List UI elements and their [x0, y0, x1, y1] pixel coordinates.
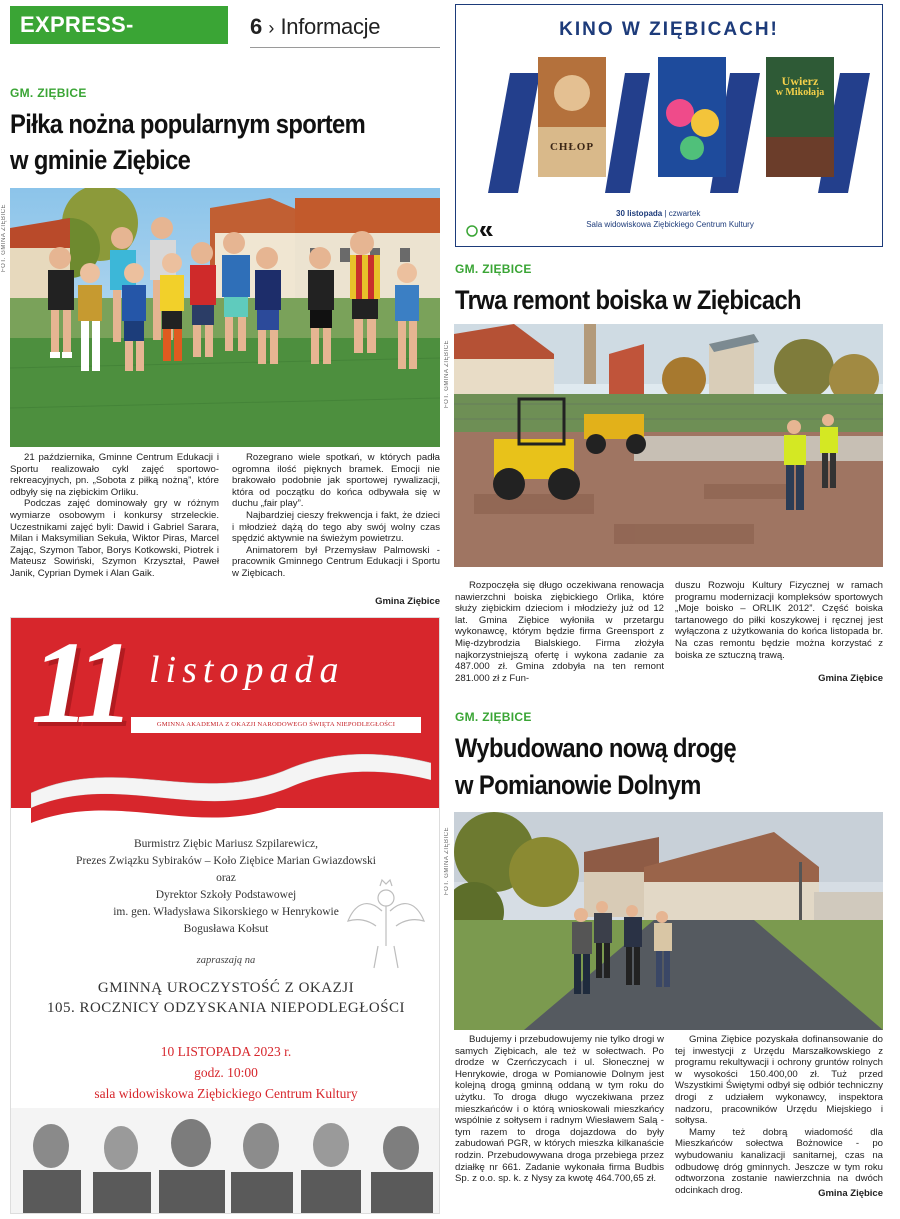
page-header [250, 12, 440, 48]
article1-paragraph: Animatorem był Przemysław Palmowski - pracownik Gminnego Centrum Edukacji i Sportu w Ziębicach. [232, 544, 440, 579]
article2-kicker: GM. ZIĘBICE [455, 262, 532, 276]
football-kids-image [10, 188, 440, 447]
article2-paragraph: duszu Rozwoju Kultury Fizycznej w ramach programu modernizacji kompleksów sportowych „Moje boisko – ORLIK 2012”. Część boiska tartanowego do piłki koszykowej i ręcznej jest wyłączona z użytkowania do końca listopada br. Na czas remontu będzie można korzystać z boiska ze sztuczną trawą. [675, 580, 883, 661]
kino-venue: Sala widowiskowa Ziębickiego Centrum Kultury [586, 220, 754, 229]
article1-paragraph: Rozegrano wiele spotkań, w których padła ogromna ilość pięknych bramek. Emocji nie brakowało podobnie jak sportowej rywalizacji, która od początku do końca odbywała się w duchu „fair play”. [232, 452, 440, 510]
article3-paragraph: Gmina Ziębice pozyskała dofinansowanie do tej inwestycji z Urzędu Marszałkowskiego z programu rekultywacji i ochrony gruntów rolnych w wysokości 150.400,00 zł. Tuż przed Wszystkimi Świętymi odbył się odbiór techniczny drogi z udziałem wykonawcy, inspektora nadzoru, pracowników Urzędu Miejskiego i sołtysa. [675, 1034, 883, 1127]
brand-label: EXPRESS-MIEJSKI.PL [20, 12, 146, 75]
article1-paragraph: Podczas zajęć dominowały gry w różnym wymiarze osobowym i konkursy strzeleckie. Uczestnikami zajęć byli: Dawid i Gabriel Sarara, Milan i Maksymilian Sekuła, Wiktor Piras, Marcel Zając, Szymon Tabor, Borys Kotkowski, Piotrek i Mateusz Sowiński, Szymon Krzyształ, Paweł Janik, Cyprian Dymek i Alan Gaik. [10, 498, 219, 579]
article1-signature: Gmina Ziębice [375, 596, 440, 607]
article2-signature: Gmina Ziębice [818, 673, 883, 684]
article3-column2 [675, 1034, 883, 1196]
new-road-image [454, 812, 883, 1030]
event-date: 10 LISTOPADA 2023 r. [160, 1044, 292, 1059]
article2-column1 [455, 580, 664, 684]
ad-number: 11 [31, 617, 127, 748]
historic-portraits-image [11, 1108, 440, 1214]
kino-date-separator: | [664, 209, 667, 218]
article3-column1 [455, 1034, 664, 1185]
page-number: 6 [250, 14, 263, 39]
kino-date-day: 30 listopada [616, 209, 663, 218]
poster1-title: CHŁOP [549, 141, 595, 153]
article3-signature: Gmina Ziębice [818, 1188, 883, 1199]
host-line: oraz [216, 872, 236, 884]
article3-paragraph: Mamy też dobrą wiadomość dla Mieszkańców sołectwa Bożnowice - po wybudowaniu kanalizacji sanitarnej, czas na odbudowę dróg gminnych. Jeszcze w tym roku odtworzona zostanie nawierzchnia na dwóch odcinkach drog. [675, 1126, 883, 1196]
kino-date [616, 209, 700, 218]
article2-paragraph: Rozpoczęła się długo oczekiwana renowacja nawierzchni boiska ziębickiego Orlika, które służy ziębickim dzieciom i młodzieży już od 12 lat. Gmina Ziębice wyłoniła w przetargu wykonawcę, którym będzie firma Greensport z Mię-dzybrodzia Bialskiego. Firma złożyła najkorzystniejszą ofertę i wykona zadanie za 487.000 zł. Gmina zdobyła na ten remont 281.000 zł z Fun- [455, 580, 664, 684]
article1-title-line2[interactable]: w gminie Ziębice [10, 145, 191, 175]
event-line: 105. ROCZNICY ODZYSKANIA NIEPODLEGŁOŚCI [46, 1000, 406, 1016]
article3-photo[interactable] [454, 812, 883, 1030]
ad-invite: zapraszają na [196, 955, 256, 966]
host-line: Dyrektor Szkoły Podstawowej [155, 889, 297, 901]
host-line: Burmistrz Ziębic Mariusz Szpilarewicz, [134, 838, 318, 850]
poster3-title-line2: w Mikołaja [775, 87, 825, 98]
article2-title[interactable]: Trwa remont boiska w Ziębicach [455, 285, 801, 315]
host-line: im. gen. Władysława Sikorskiego w Henrykowie [113, 906, 339, 918]
photo-credit: FOT. GMINA ZIĘBICE [1, 203, 7, 272]
article3-title-line1[interactable]: Wybudowano nową drogę [455, 733, 736, 763]
article2-column2 [675, 580, 883, 661]
article1-paragraph: 21 października, Gminne Centrum Edukacji i Sportu realizowało cykl zajęć sportowo-rekreacyjnych, pn. „Sobota z piłką nożną”, które odbyły się na ziębickim Orliku. [10, 452, 219, 498]
poster3-title-line1: Uwierz [781, 74, 819, 88]
chevron-right-icon: › [268, 18, 275, 38]
kino-date-weekday: czwartek [668, 209, 701, 218]
article1-photo[interactable] [10, 188, 440, 447]
article2-photo[interactable] [454, 324, 883, 567]
article3-title-line2[interactable]: w Pomianowie Dolnym [455, 770, 701, 800]
ad-when-where [11, 1041, 440, 1104]
article3-kicker: GM. ZIĘBICE [455, 710, 532, 724]
host-line: Bogusława Kołsut [183, 923, 269, 935]
ad-event [11, 978, 440, 1018]
article1-column2 [232, 452, 440, 580]
article1-title-line1[interactable]: Piłka nożna popularnym sportem [10, 109, 366, 139]
ad-banner: GMINNA AKADEMIA Z OKAZJI NARODOWEGO ŚWIĘTA NIEPODLEGŁOŚCI [131, 717, 421, 733]
event-time: godz. 10:00 [194, 1065, 258, 1080]
section-title: Informacje [280, 14, 381, 39]
pitch-renovation-image [454, 324, 883, 567]
article1-column1 [10, 452, 219, 580]
article1-kicker: GM. ZIĘBICE [10, 86, 87, 100]
ad-hosts [11, 836, 440, 938]
site-brand[interactable] [10, 6, 228, 75]
cultural-centre-logo-icon [466, 224, 500, 238]
kino-advertisement[interactable] [455, 4, 883, 247]
photo-credit: FOT. GMINA ZIĘBICE [444, 826, 450, 895]
photo-credit: FOT. GMINA ZIĘBICE [444, 339, 450, 408]
polish-flag-ribbon-icon [31, 748, 431, 833]
ad-month-word: listopada [149, 649, 345, 691]
poster3-title [766, 75, 834, 99]
kino-title: KINO W ZIĘBICACH! [559, 19, 779, 40]
article3-paragraph: Budujemy i przebudowujemy nie tylko drogi w samych Ziębicach, ale też w sołectwach. Po drodze w Czerńczycach i ul. Słonecznej w Henrykowie, droga w Pomianowie Dolnym jest kolejną drogą gminną oddaną w tym roku do użytku. To droga długo wyczekiwana przez mieszkańców i o którą wnioskowali mieszkańcy wspólnie z sołtysem i radnym Wiesławem Salą - tym razem to droga dojazdowa do były zabudowań PGR, w których mieszka kilkanaście rodzin. Przebudowywana droga przebiega przez działkę nr 661. Zadanie wykonała firma Budbis Sp. z o.o. sp. k. z Nysy za kwotę 464.700,65 zł. [455, 1034, 664, 1185]
host-line: Prezes Związku Sybiraków – Koło Ziębice Marian Gwiazdowski [76, 855, 376, 867]
event-venue: sala widowiskowa Ziębickiego Centrum Kultury [94, 1086, 358, 1101]
article1-paragraph: Najbardziej cieszy frekwencja i fakt, że dzieci i młodzież dążą do tego aby swój wolny czas spędzić aktywnie na świeżym powietrzu. [232, 509, 440, 545]
independence-day-advertisement[interactable] [10, 617, 440, 1214]
event-line: GMINNĄ UROCZYSTOŚĆ Z OKAZJI [97, 980, 355, 996]
